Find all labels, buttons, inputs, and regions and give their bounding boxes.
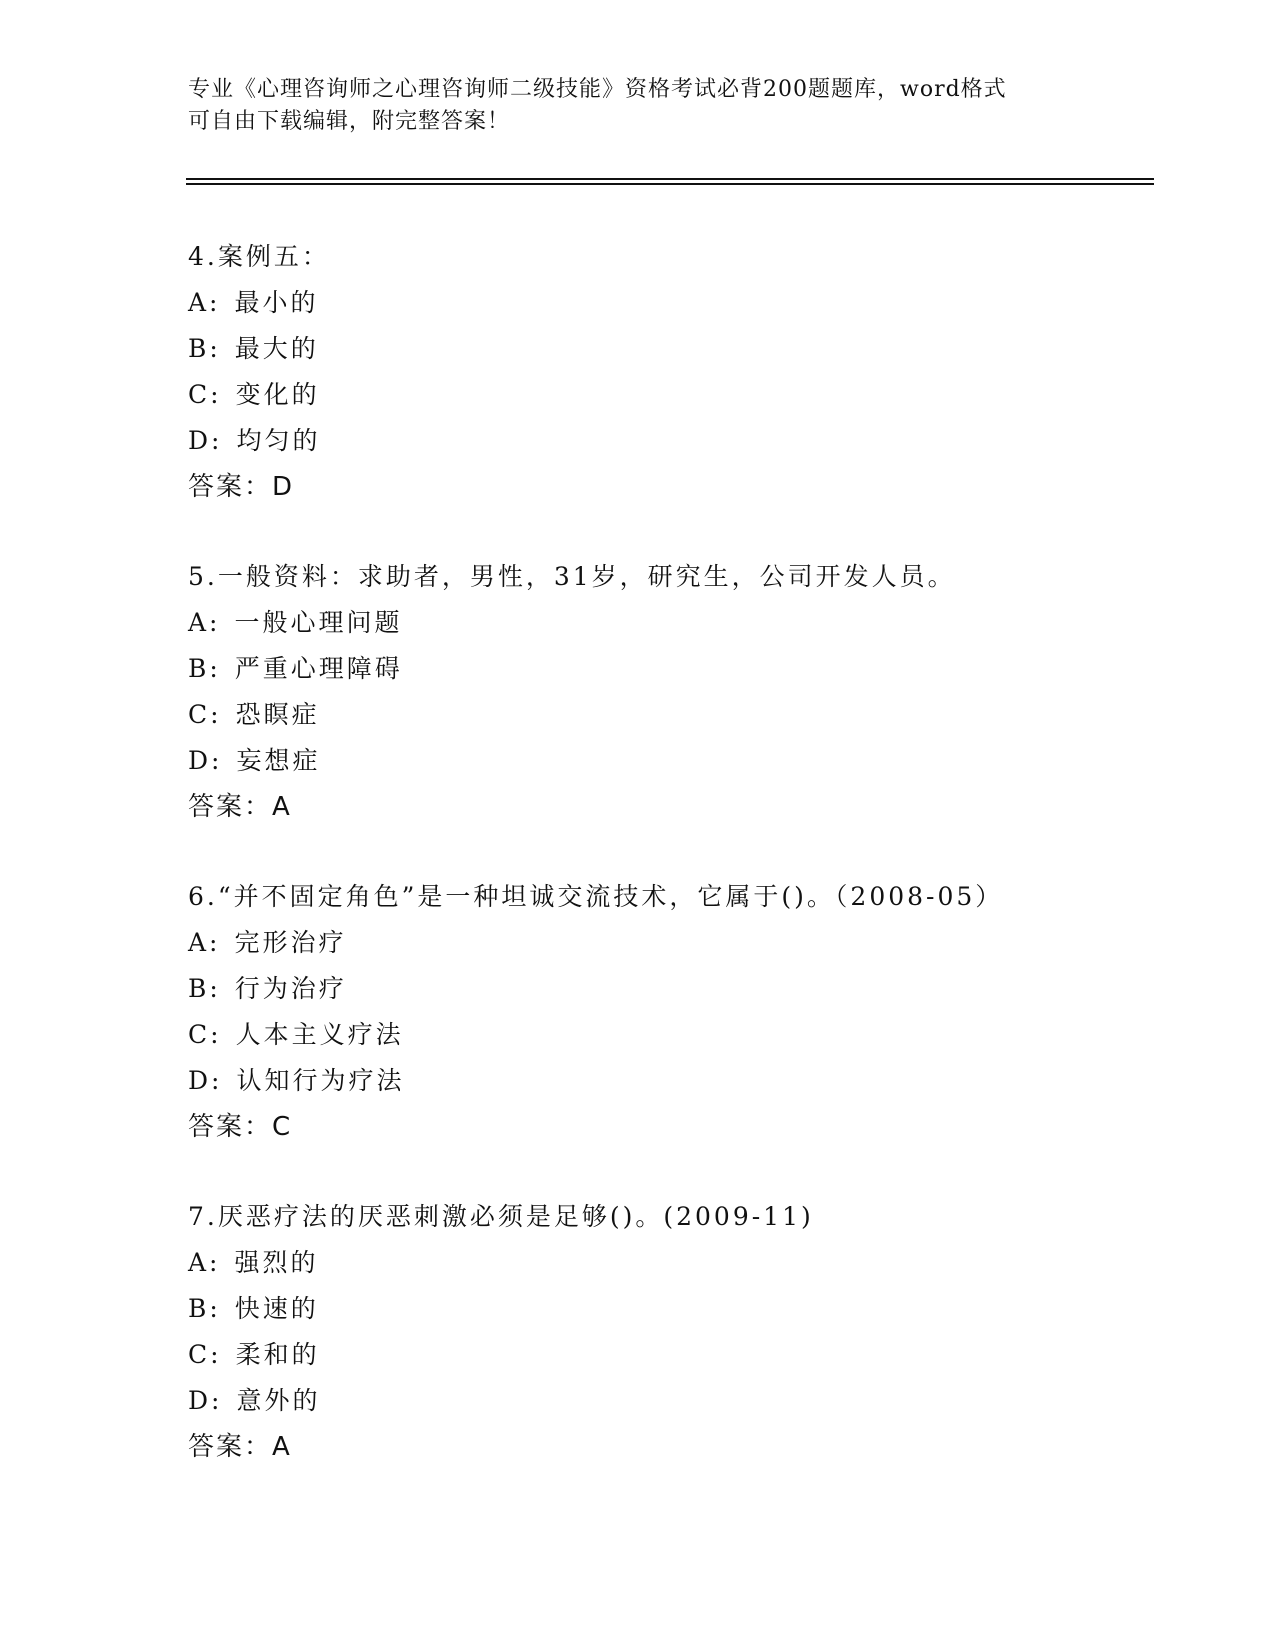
option-key: C:: [188, 700, 222, 729]
option-b: [188, 326, 1148, 372]
option-key: A:: [188, 928, 221, 957]
option-key: A:: [188, 288, 221, 317]
option-key: A:: [188, 1248, 221, 1277]
answer-line: 答案：A: [188, 1432, 292, 1462]
option-a: [188, 1240, 1148, 1286]
question-spacer: [188, 830, 1148, 874]
option-text: 一般心理问题: [234, 608, 403, 637]
header-line-2: 可自由下载编辑，附完整答案！: [188, 109, 511, 134]
option-key: A:: [188, 608, 221, 637]
option-key: C:: [188, 380, 222, 409]
question-6: [188, 874, 1148, 1150]
option-key: B:: [188, 974, 221, 1003]
option-c: [188, 372, 1148, 418]
option-key: C:: [188, 1020, 222, 1049]
option-key: D:: [188, 746, 223, 775]
option-text: 快速的: [234, 1294, 319, 1323]
question-7: [188, 1194, 1148, 1470]
option-text: 人本主义疗法: [235, 1020, 404, 1049]
option-d: [188, 1058, 1148, 1104]
question-spacer: [188, 1150, 1148, 1194]
option-text: 强烈的: [234, 1248, 319, 1277]
option-text: 完形治疗: [234, 928, 347, 957]
option-a: [188, 600, 1148, 646]
option-c: [188, 692, 1148, 738]
option-key: B:: [188, 1294, 221, 1323]
question-stem: 5.一般资料：求助者，男性，31岁，研究生，公司开发人员。: [188, 562, 956, 591]
question-list: [188, 234, 1148, 1470]
question-spacer: [188, 510, 1148, 554]
question-4: [188, 234, 1148, 510]
option-text: 柔和的: [235, 1340, 320, 1369]
option-text: 意外的: [236, 1386, 321, 1415]
option-b: [188, 646, 1148, 692]
option-text: 变化的: [235, 380, 320, 409]
document-header: [188, 74, 1088, 138]
header-line-1: 专业《心理咨询师之心理咨询师二级技能》资格考试必背200题题库，word格式: [188, 77, 1007, 102]
option-a: [188, 920, 1148, 966]
option-text: 最小的: [234, 288, 319, 317]
option-text: 均匀的: [236, 426, 321, 455]
option-key: B:: [188, 654, 221, 683]
option-a: [188, 280, 1148, 326]
option-key: C:: [188, 1340, 222, 1369]
option-c: [188, 1332, 1148, 1378]
option-text: 恐瞑症: [235, 700, 320, 729]
option-key: D:: [188, 1066, 223, 1095]
option-key: D:: [188, 426, 223, 455]
option-text: 严重心理障碍: [234, 654, 403, 683]
option-c: [188, 1012, 1148, 1058]
answer-line: 答案：C: [188, 1112, 293, 1142]
option-d: [188, 1378, 1148, 1424]
option-text: 认知行为疗法: [236, 1066, 405, 1095]
option-b: [188, 966, 1148, 1012]
question-stem: 4.案例五：: [188, 242, 330, 271]
question-stem: 6.“并不固定角色”是一种坦诚交流技术，它属于()。（2008-05）: [188, 882, 1004, 911]
option-d: [188, 418, 1148, 464]
header-divider-bottom: [186, 183, 1154, 185]
answer-line: 答案：A: [188, 792, 292, 822]
option-key: B:: [188, 334, 221, 363]
option-text: 妄想症: [236, 746, 321, 775]
question-5: [188, 554, 1148, 830]
option-text: 行为治疗: [234, 974, 347, 1003]
option-b: [188, 1286, 1148, 1332]
option-text: 最大的: [234, 334, 319, 363]
header-divider-top: [186, 178, 1154, 180]
question-stem: 7.厌恶疗法的厌恶刺激必须是足够()。(2009-11): [188, 1202, 814, 1231]
option-key: D:: [188, 1386, 223, 1415]
answer-line: 答案：D: [188, 472, 295, 502]
option-d: [188, 738, 1148, 784]
